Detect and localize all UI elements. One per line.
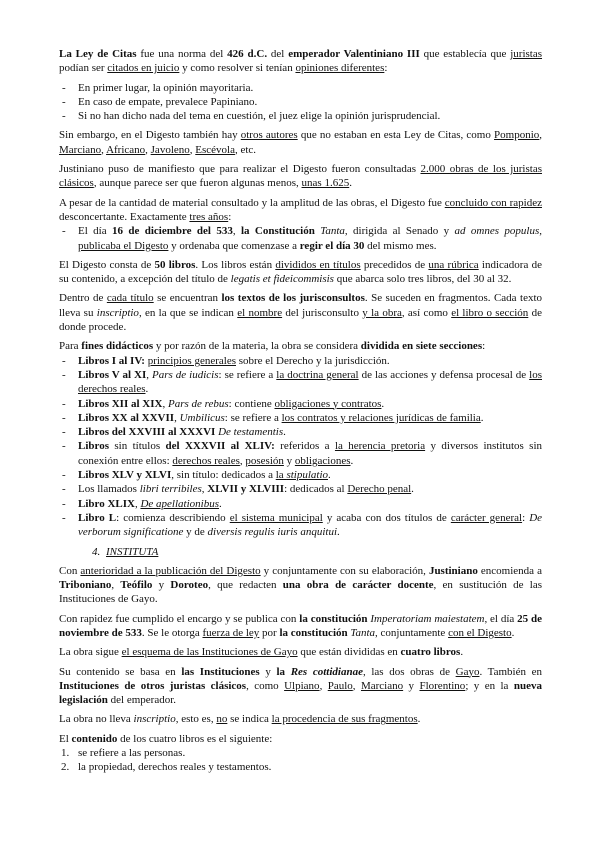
term: cuatro libros	[400, 646, 461, 659]
author: Paulo	[327, 679, 353, 692]
text: del jurisconsulto	[282, 306, 363, 319]
text: .	[350, 454, 354, 467]
text: : contiene	[228, 397, 275, 410]
text: que abarca solo tres libros, del 30 al 32.	[333, 273, 512, 286]
underlined-text: posesión	[245, 454, 284, 467]
term: La Ley de Citas	[59, 48, 137, 60]
paragraph-contenido-fuentes	[59, 665, 542, 708]
latin-term: stipulatio	[286, 469, 328, 482]
text: del emperador.	[107, 694, 177, 707]
date: 25 de noviembre de 533	[59, 612, 542, 639]
text: ,	[174, 411, 180, 424]
text: encomienda a	[477, 564, 542, 577]
constitution-list	[59, 224, 542, 253]
underlined-text: concluido con rapidez	[444, 196, 542, 209]
underlined-text: carácter general	[450, 511, 523, 524]
text: , aunque parece ser que fueron algunas menos,	[93, 177, 302, 190]
list-item	[59, 468, 542, 482]
section-heading	[59, 545, 542, 559]
text: por	[259, 626, 280, 639]
list-item: - En caso de empate, prevalece Papiniano.	[59, 95, 542, 109]
text: , así como	[401, 306, 452, 319]
underlined-text: obligaciones y contratos	[274, 397, 382, 410]
text: : dedicados al	[284, 483, 348, 496]
text: y	[283, 454, 295, 467]
text: Justiniano puso de manifiesto que para realizar el Digesto fueron consultadas	[59, 163, 421, 176]
item-text: la propiedad, derechos reales y testamentos.	[78, 761, 272, 774]
text: .	[328, 469, 331, 482]
text: Sin embargo, en el Digesto también hay	[59, 129, 241, 142]
underlined-text: fuerza de ley	[202, 626, 260, 639]
emperor: emperador Valentiniano III	[288, 48, 420, 60]
text: .	[411, 483, 414, 496]
text: de donde procede.	[59, 306, 542, 334]
text: , conjuntamente	[375, 626, 449, 639]
latin-term: Umbilicus	[179, 411, 225, 424]
latin-term: De verborum significatione	[78, 511, 543, 539]
author: Escévola	[195, 143, 235, 156]
text: .	[460, 646, 464, 659]
underlined-text: principios generales	[147, 354, 236, 367]
text: sobre el Derecho y la jurisdicción.	[235, 354, 390, 367]
text: ,	[145, 143, 151, 156]
text: , que redacten	[208, 579, 283, 592]
underlined-text: cada título	[106, 292, 154, 305]
underlined-text: citados en juicio	[107, 62, 180, 75]
book-range: XLVII y XLVIII	[207, 483, 285, 496]
text: ,	[146, 368, 153, 381]
underlined-text: divididos en títulos	[275, 258, 361, 271]
text: :	[228, 210, 232, 223]
paragraph-contenido-libros	[59, 732, 542, 746]
text: que no estaban en esta Ley de Citas, como	[297, 129, 495, 142]
text: ,	[239, 454, 246, 467]
term: nueva legislación	[59, 679, 542, 707]
text: de los cuatro libros es el siguiente:	[117, 732, 273, 745]
text: y conjuntamente con su elaboración,	[260, 564, 429, 577]
text: .	[381, 397, 385, 410]
text: A pesar de la cantidad de material consultado y la amplitud de las obras, el Digesto fue	[59, 196, 445, 209]
text: ,	[319, 679, 328, 692]
paragraph-anterioridad	[59, 564, 542, 607]
paragraph-obras-consultadas	[59, 162, 542, 191]
text: .	[511, 626, 515, 639]
text: .	[349, 177, 352, 190]
text: ,	[201, 483, 208, 496]
list-item: - Si no han dicho nada del tema en cuestión, el juez elige la opinión jurisprudencial.	[59, 109, 542, 123]
text: y como resolver si tenían	[179, 62, 296, 75]
item-number: 1.	[61, 747, 70, 760]
underlined-text: otros autores	[240, 129, 298, 142]
text: La obra sigue	[59, 646, 122, 659]
underlined-text: unas 1.625	[301, 177, 350, 190]
text: y ordenaba que comenzase a	[168, 239, 300, 252]
text: , sin título: dedicados a	[171, 469, 276, 482]
text: Dentro de	[59, 292, 107, 305]
text: .	[218, 497, 222, 510]
text: ,	[539, 225, 542, 238]
text: , en la que se indican	[138, 306, 238, 319]
underlined-text: la procedencia de sus fragmentos	[271, 713, 418, 726]
term: Instituciones de otros juristas clásicos	[59, 679, 247, 692]
underlined-text: opiniones diferentes	[295, 62, 385, 75]
underlined-text: el sistema municipal	[229, 511, 323, 524]
text: :	[482, 340, 486, 353]
author: Marciano	[59, 143, 102, 156]
text: , etc.	[234, 143, 257, 156]
book-range: Libros I al IV:	[78, 354, 145, 367]
latin-term: Tanta	[320, 225, 345, 238]
paragraph-50-libros	[59, 258, 542, 287]
book-range: Libros XII al XIX	[78, 397, 163, 410]
underlined-text: con el Digesto	[448, 626, 512, 639]
text: ,	[232, 225, 241, 238]
text: : se refiere a	[224, 411, 282, 424]
term: las Instituciones	[181, 665, 260, 678]
list-item	[59, 354, 542, 368]
term: contenido	[71, 732, 118, 745]
text: y	[259, 665, 277, 678]
underlined-text: la doctrina general	[276, 368, 359, 381]
underlined-text: el libro o sección	[451, 306, 529, 319]
underlined-latin-term	[286, 469, 328, 481]
book-range: Libros V al XI	[78, 368, 147, 381]
underlined-text: y la obra	[362, 306, 402, 319]
text: .	[337, 526, 340, 539]
date: 426 d.C.	[227, 48, 268, 60]
book-range: del XXXVII al XLIV:	[165, 440, 275, 453]
text: . También en	[479, 665, 542, 678]
text: . Se suceden en fragmentos. Cada texto lleva su	[59, 292, 543, 319]
paragraph-rapidez	[59, 196, 542, 225]
latin-term: inscriptio	[133, 713, 176, 726]
paragraph-esquema	[59, 645, 542, 659]
underlined-text: 2.000 obras de los juristas clásicos	[59, 163, 542, 190]
text: del mismo mes.	[364, 239, 437, 252]
underlined-text: obligaciones	[294, 454, 351, 467]
list-item	[59, 368, 542, 397]
list-item	[59, 497, 542, 511]
text: y acaba con dos títulos de	[322, 511, 451, 524]
text: sin títulos	[108, 440, 166, 453]
underlined-text: los derechos reales	[78, 368, 542, 396]
book-range: Libro XLIX	[78, 497, 135, 510]
list-item	[59, 425, 542, 439]
author: Javoleno	[150, 143, 190, 156]
book-range: Libros XX al XXVII	[78, 411, 175, 424]
list-item: - En primer lugar, la opinión mayoritaria.	[59, 81, 542, 95]
text: ,	[134, 497, 141, 510]
text: . Los libros están	[195, 258, 276, 271]
text: Con	[59, 564, 81, 577]
latin-term: diversis regulis iuris anquitui	[207, 526, 338, 539]
text: y de	[183, 526, 208, 539]
text: .	[417, 713, 421, 726]
text: ,	[162, 397, 168, 410]
text: de las acciones y defensa procesal de	[358, 368, 530, 381]
bold-latin-term	[291, 666, 363, 678]
paragraph-cada-titulo	[59, 291, 542, 334]
text: , el día	[484, 612, 518, 625]
list-item	[59, 397, 542, 411]
text: : se refiere a	[218, 368, 277, 381]
underlined-text: publicaba el Digesto	[78, 239, 169, 252]
list-item	[59, 411, 542, 425]
latin-term: Tanta	[350, 626, 376, 639]
term: 50 libros	[154, 258, 196, 271]
text: :	[522, 511, 530, 524]
latin-term: legatis et fideicommisis	[230, 273, 334, 286]
item-text: se refiere a las personas.	[78, 747, 186, 760]
text: ,	[189, 143, 196, 156]
text: La obra no lleva	[59, 713, 134, 726]
underlined-text: juristas	[510, 48, 543, 60]
underlined-text: una rúbrica	[428, 258, 479, 271]
term: los textos de los jurisconsultos	[221, 292, 365, 305]
book-range: Libro L	[78, 511, 117, 524]
term: regir el día 30	[299, 239, 365, 252]
text: , las dos obras de	[362, 665, 456, 678]
text: El	[59, 732, 72, 745]
text: y diversos institutos sin conexión entre ellos:	[78, 440, 543, 467]
underlined-text: anterioridad a la publicación del Digesto	[80, 564, 261, 577]
citation-rules-list	[59, 81, 542, 124]
list-item	[59, 746, 542, 760]
list-item	[59, 439, 542, 468]
text: , en sustitución de las Instituciones de Gayo.	[59, 579, 542, 606]
author: Florentino	[419, 679, 466, 692]
underlined-text: Derecho penal	[347, 483, 412, 496]
latin-term: ad omnes populus	[454, 225, 540, 238]
person: Justiniano	[428, 564, 478, 577]
person: Teófilo	[120, 579, 153, 592]
text: ,	[101, 143, 107, 156]
paragraph-otros-autores	[59, 128, 542, 157]
text: .	[145, 383, 149, 396]
text: El día	[78, 225, 112, 238]
paragraph-inscriptio	[59, 712, 542, 726]
latin-term: inscriptio	[96, 306, 139, 319]
paragraph-publicacion	[59, 612, 542, 641]
text: y	[403, 679, 420, 692]
text: del	[267, 48, 289, 60]
list-item	[59, 482, 542, 496]
text: El Digesto consta de	[59, 258, 155, 271]
text: y por razón de la materia, la obra se considera	[153, 340, 361, 353]
latin-term: Res cottidianae	[290, 665, 363, 678]
underlined-text: la herencia pretoria	[334, 440, 426, 453]
book-range: Libros	[78, 440, 109, 453]
date: 16 de diciembre del 533	[111, 225, 233, 238]
term: la Constitución	[241, 225, 315, 238]
author: Africano	[106, 143, 146, 156]
term: fines didácticos	[81, 340, 154, 353]
term: dividida en siete secciones	[360, 340, 483, 353]
underlined-text: tres años	[189, 210, 229, 223]
text: Para	[59, 340, 82, 353]
text: se encuentran	[153, 292, 222, 305]
text: precedidos de	[360, 258, 429, 271]
text: que establecía que	[419, 48, 511, 60]
text: Los llamados	[78, 483, 140, 496]
underlined-text: el esquema de las Instituciones de Gayo	[121, 646, 298, 659]
text: referidos a	[274, 440, 335, 453]
author: Marciano	[360, 679, 404, 692]
latin-term: libri terribiles	[139, 483, 202, 496]
text: Con rapidez fue cumplido el encargo y se publica con	[59, 612, 300, 625]
person: Triboniano	[59, 579, 112, 592]
list-item	[59, 760, 542, 774]
text: ,	[111, 579, 121, 592]
list-item	[59, 224, 542, 253]
text: .	[480, 411, 484, 424]
latin-term: Pars de iudicis	[152, 368, 219, 381]
book-range: Libros XLV y XLVI	[78, 469, 172, 482]
text: desconcertante. Exactamente	[59, 210, 190, 223]
text: ,	[539, 129, 542, 142]
person: Doroteo	[170, 579, 209, 592]
underlined-text: derechos reales	[172, 454, 240, 467]
contents-list	[59, 746, 542, 775]
paragraph-siete-secciones	[59, 339, 542, 353]
text: , esto es,	[175, 713, 217, 726]
text: . Se le otorga	[141, 626, 203, 639]
text: Su contenido se basa en	[59, 665, 182, 678]
text: fue una norma del	[136, 48, 228, 60]
text: que están divididas en	[297, 646, 401, 659]
section-title: INSTITUTA	[106, 545, 159, 558]
text: indicadora de su contenido, a excepción del título de	[59, 258, 542, 286]
underlined-text: el nombre	[237, 306, 283, 319]
book-range: Libros del XXVIII al XXXVI	[78, 426, 216, 439]
underlined-text: los contratos y relaciones jurídicas de familia	[281, 411, 481, 424]
underlined-latin-term	[140, 498, 219, 510]
latin-term: Pars de rebus	[167, 397, 229, 410]
latin-term: De apellationibus	[140, 497, 219, 510]
term: la constitución	[299, 612, 368, 625]
underlined-text: no	[216, 713, 228, 726]
books-list	[59, 354, 542, 540]
text: .	[283, 426, 286, 439]
list-item	[59, 511, 542, 540]
item-number: 2.	[61, 761, 70, 774]
text: , como	[246, 679, 285, 692]
text: :	[384, 62, 388, 75]
term: la constitución	[279, 626, 348, 639]
underlined-text: Gayo	[455, 665, 480, 678]
latin-term: De testamentis	[218, 426, 284, 439]
text: , dirigida al Senado y	[344, 225, 455, 238]
text: ; y en la	[465, 679, 514, 692]
underlined-text: la	[275, 469, 287, 482]
text: se indica	[227, 713, 272, 726]
text: : comienza describiendo	[116, 511, 230, 524]
author: Ulpiano	[284, 679, 320, 692]
term: una obra de carácter docente	[282, 579, 434, 592]
text: ,	[352, 679, 361, 692]
text: y	[152, 579, 171, 592]
term: la	[276, 665, 291, 678]
text: podían ser	[59, 62, 108, 75]
section-number: 4.	[92, 545, 101, 558]
paragraph-ley-de-citas	[59, 47, 542, 76]
latin-term: Imperatoriam maiestatem	[370, 612, 485, 625]
author: Pomponio	[494, 129, 540, 142]
